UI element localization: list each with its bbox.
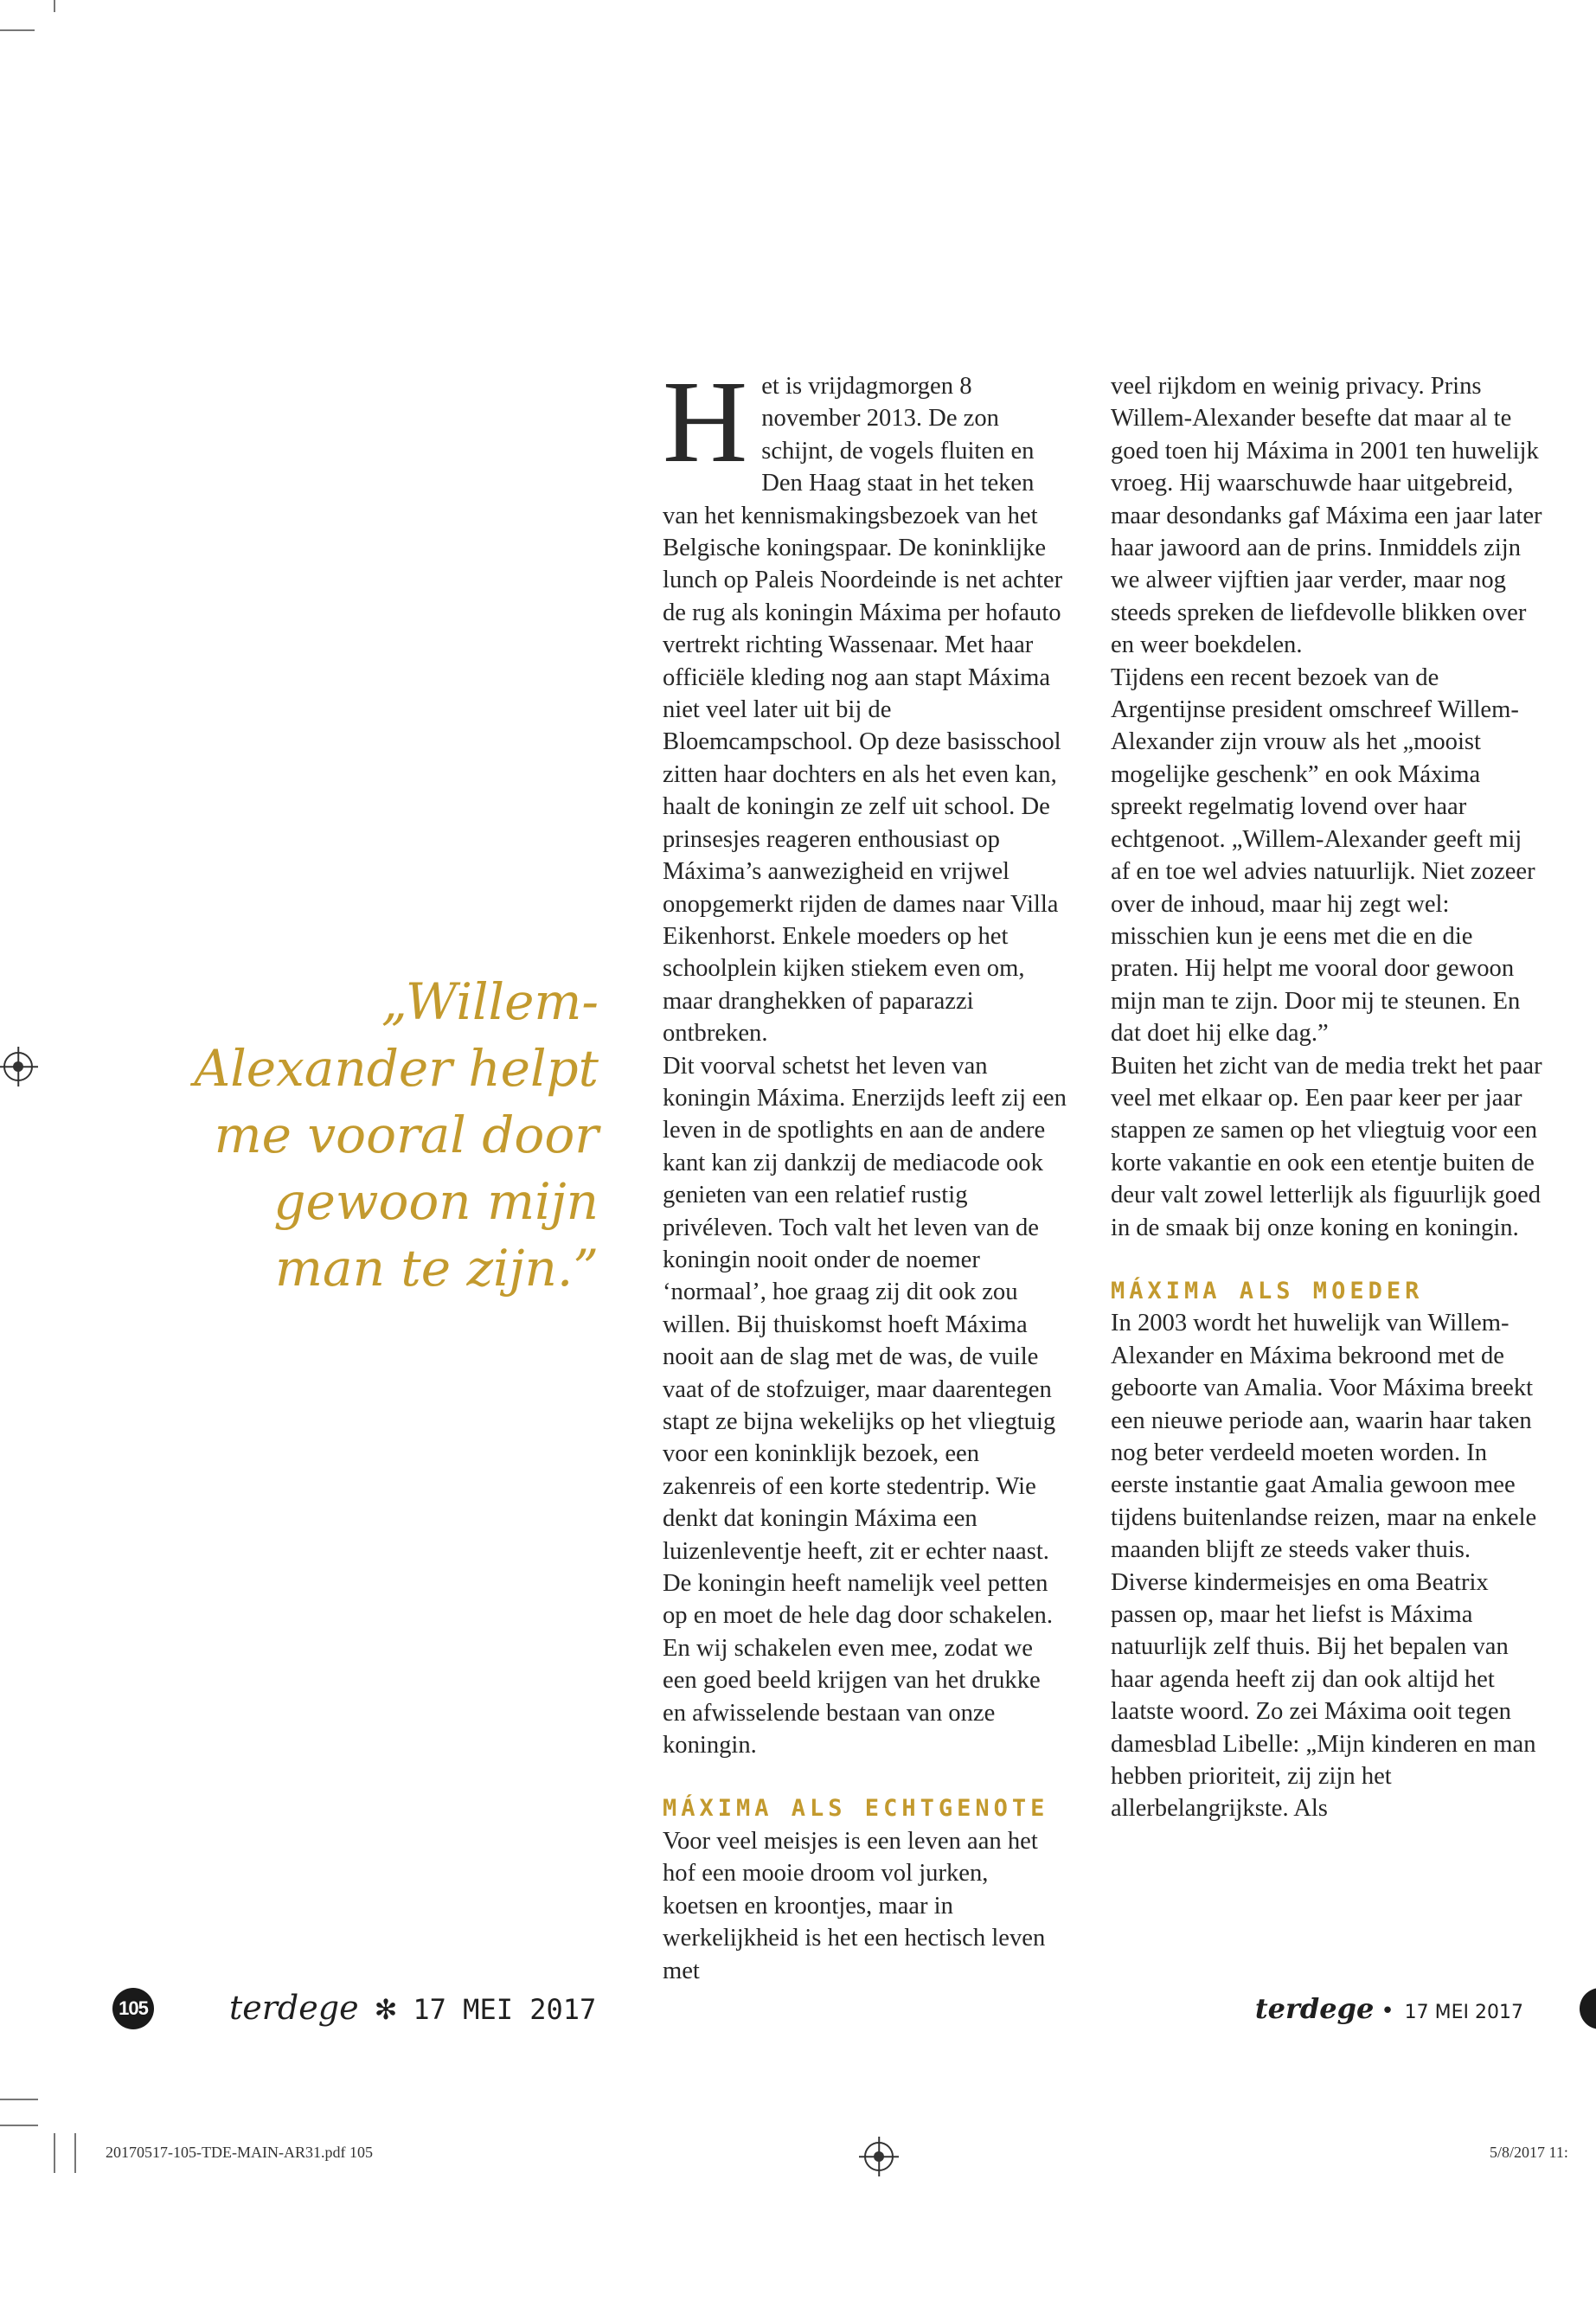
body-paragraph: Buiten het zicht van de media trekt het paar veel met elkaar op. Een paar keer per jaar stappen ze samen op het vliegtuig voor een korte vakantie en ook een etentje buiten de deur valt zowel letterlijk als figuurlijk goed in de smaak bij onze koning en koningin.: [1111, 1052, 1542, 1241]
pull-quote-line: me vooral door: [214, 1106, 599, 1164]
section-heading-moeder: MÁXIMA ALS MOEDER: [1111, 1277, 1424, 1304]
crop-mark: [0, 29, 35, 31]
pull-quote-line: man te zijn.”: [275, 1239, 599, 1298]
crop-mark: [0, 2099, 38, 2100]
section-heading-echtgenote: MÁXIMA ALS ECHTGENOTE: [663, 1795, 1049, 1823]
article-column-2: [1111, 370, 1543, 1825]
body-paragraph: In 2003 wordt het huwelijk van Willem-Alexander en Máxima bekroond met de geboorte van Amalia. Voor Máxima breekt een nieuwe periode aan, waarin haar taken nog beter verdeeld moeten worden. In eerste instantie gaat Amalia gewoon mee tijdens buitenlandse reizen, maar na enkele maanden blijft ze steeds vaker thuis. Diverse kindermeisjes en oma Beatrix passen op, maar het liefst is Máxima natuurlijk zelf thuis. Bij het bepalen van haar agenda heeft zij dan ook altijd het laatste woord. Zo zei Máxima ooit tegen damesblad Libelle: „Mijn kinderen en man hebben prioriteit, zij zijn het allerbelangrijkste. Als: [1111, 1310, 1537, 1823]
magazine-logo: terdege: [1254, 1992, 1375, 2025]
crop-mark: [0, 2125, 38, 2126]
bullet-separator: •: [1381, 1998, 1394, 2024]
body-paragraph: Tijdens een recent bezoek van de Argentijnse president omschreef Willem-Alexander zijn vrouw als het „mooist mogelijke geschenk” en ook Máxima spreekt regelmatig lovend over haar echtgenoot. „Willem-Alexander geeft mij af en toe wel advies natuurlijk. Niet zozeer over de inhoud, maar hij zegt wel: misschien kun je eens met die en die praten. Hij helpt me vooral door gewoon mijn man te zijn. Door mij te steunen. En dat doet hij elke dag.”: [1111, 663, 1535, 1048]
article-column-1: [663, 357, 1069, 1987]
pull-quote-line: gewoon mijn: [273, 1172, 599, 1231]
pull-quote-line: Alexander helpt: [194, 1039, 599, 1098]
pull-quote: [173, 969, 599, 1302]
crop-mark: [54, 0, 55, 12]
body-paragraph: veel rijkdom en weinig privacy. Prins Willem-Alexander besefte dat maar al te goed toen hij Máxima in 2001 ten huwelijk vroeg. Hij waarschuwde haar uitgebreid, maar desondanks gaf Máxima een jaar later haar jawoord aan de prins. Inmiddels zijn we alweer vijftien jaar verder, maar nog steeds spreken de liefdevolle blikken over en weer boekdelen.: [1111, 373, 1542, 659]
intro-text: et is vrijdagmorgen 8 november 2013. De zon schijnt, de vogels fluiten en Den Haag staat in het teken van het kennismakingsbezoek van het Belgische koningspaar. De koninklijke lunch op Paleis Noordeinde is net achter de rug als koningin Máxima per hofauto vertrekt richting Wassenaar. Met haar officiële kleding nog aan stapt Máxima niet veel later uit bij de Bloemcampschool. Op deze basisschool zitten haar dochters en als het even kan, haalt de koningin ze zelf uit school. De prinsesjes reageren enthousiast op Máxima’s aanwezigheid en vrijwel onopgemerkt rijden de dames naar Villa Eikenhorst. Enkele moeders op het schoolplein kijken stiekem even om, maar dranghekken of paparazzi ontbreken.: [663, 373, 1063, 1048]
print-slug-timestamp: 5/8/2017 11:: [1490, 2144, 1568, 2161]
asterisk-icon: ✻: [374, 1993, 398, 2026]
registration-mark-icon: [864, 2142, 894, 2171]
crop-mark: [74, 2133, 76, 2173]
body-paragraph: Dit voorval schetst het leven van koningin Máxima. Enerzijds leeft zij een leven in de spotlights en aan de andere kant kan zij dankzij de mediacode ook genieten van een relatief rustig privéleven. Toch valt het leven van de koningin nooit onder de noemer ‘normaal’, hoe graag zij dit ook zou willen. Bij thuiskomst hoeft Máxima nooit aan de slag met de was, de vuile vaat of de stofzuiger, maar daarentegen stapt ze bijna wekelijks op het vliegtuig voor een koninklijk bezoek, een zakenreis of een korte stedentrip. Wie denkt dat koningin Máxima een luizenleventje heeft, zit er echter naast. De koningin heeft namelijk veel petten op en moet de hele dag door schakelen. En wij schakelen even mee, zodat we een goed beeld krijgen van het drukke en afwisselende bestaan van onze koningin.: [663, 1052, 1067, 1759]
folio-right: [1255, 1990, 1523, 2032]
folio-left: [229, 1986, 596, 2031]
print-slug-file: 20170517-105-TDE-MAIN-AR31.pdf 105: [106, 2144, 373, 2161]
drop-cap: H: [663, 357, 748, 487]
body-paragraph: Voor veel meisjes is een leven aan het hof een mooie droom vol jurken, koetsen en kroontjes, maar in werkelijkheid is het een hectisch leven met: [663, 1827, 1046, 1984]
intro-paragraph: [663, 357, 1069, 1050]
page-number-badge: [1580, 1988, 1596, 2029]
pull-quote-line: „Willem-: [381, 972, 599, 1031]
issue-date: 17 MEI 2017: [1404, 2002, 1523, 2023]
page-number-badge: 105: [112, 1988, 154, 2029]
magazine-logo: terdege: [229, 1989, 359, 2027]
registration-mark-icon: [3, 1052, 33, 1081]
issue-date: 17 MEI 2017: [413, 1993, 597, 2026]
crop-mark: [54, 2133, 55, 2173]
